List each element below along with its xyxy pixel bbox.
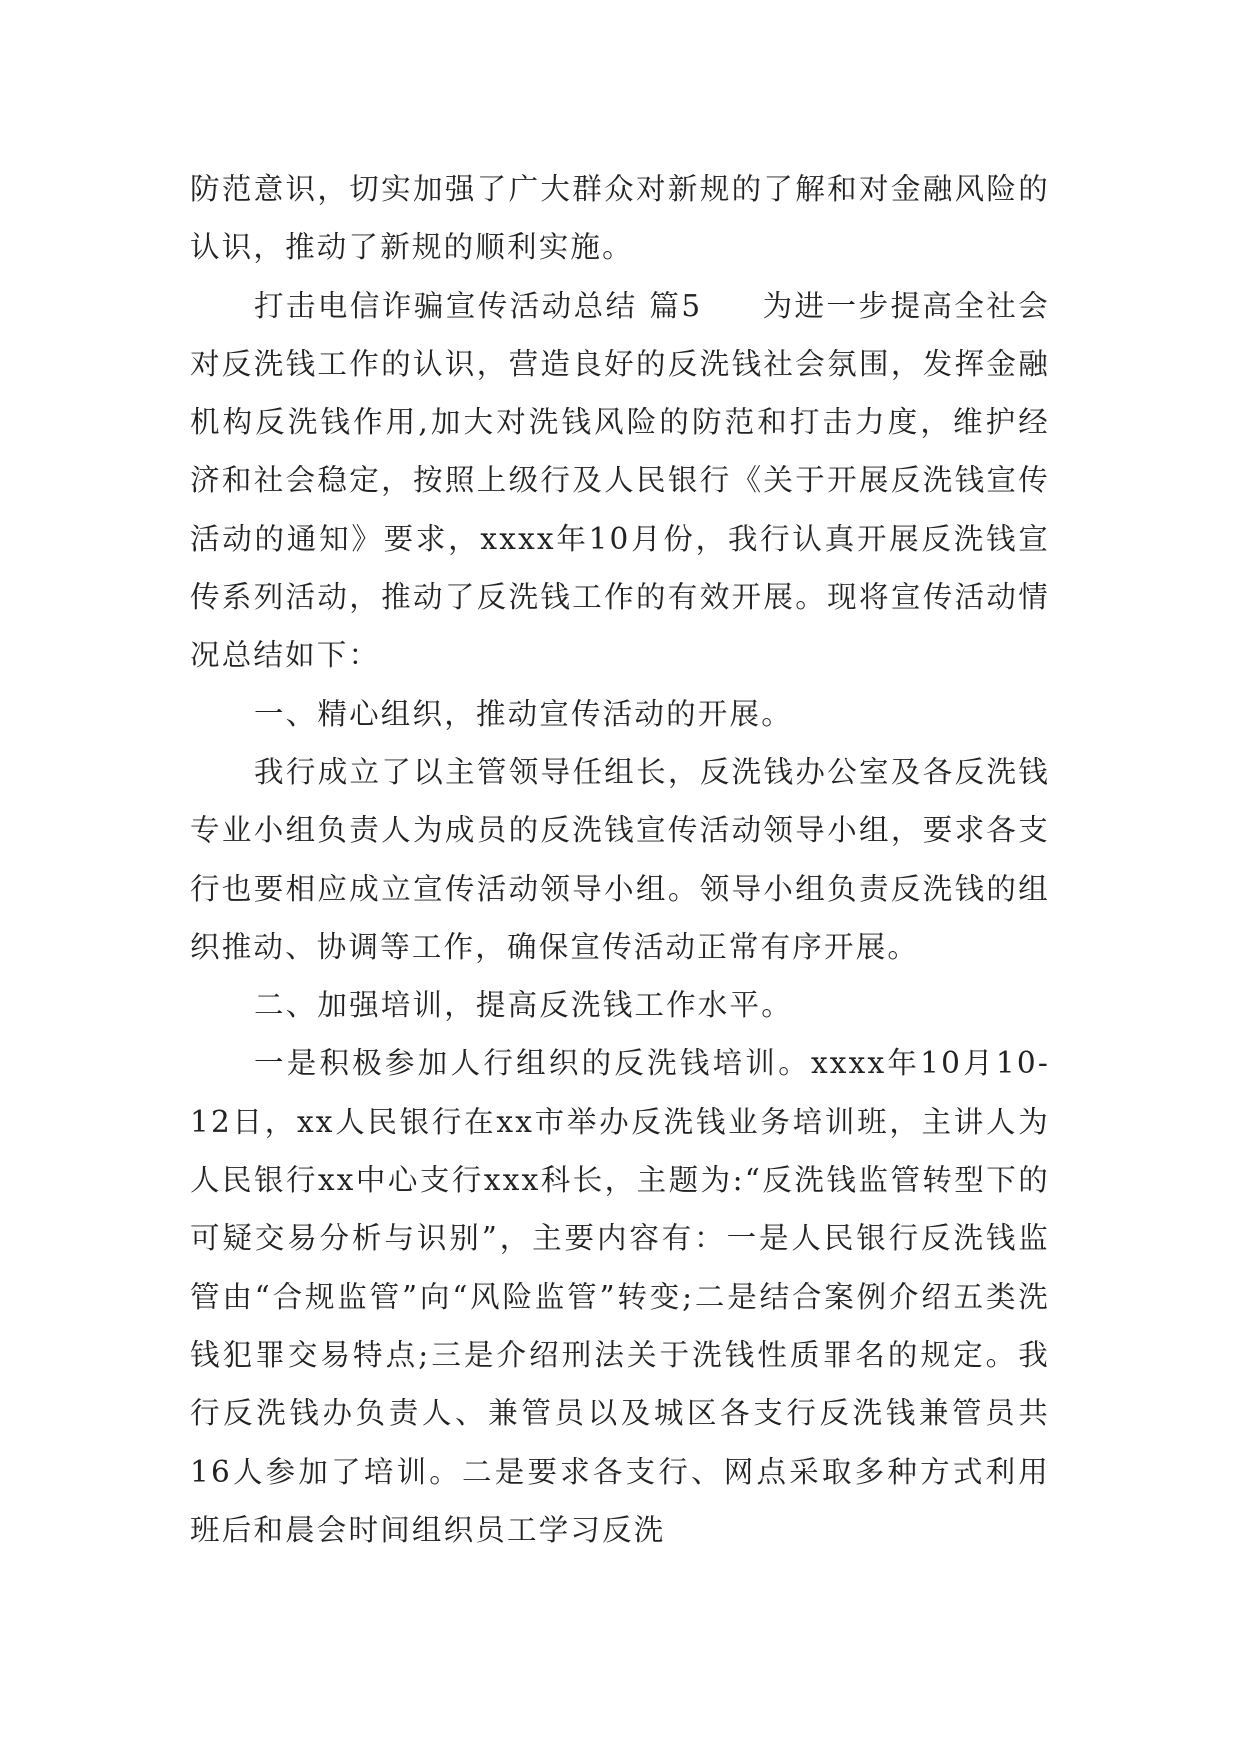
heading-organize: 一、精心组织，推动宣传活动的开展。 (254, 696, 793, 731)
paragraph-section-5 (190, 277, 1050, 685)
section-intro-text: 为进一步提高全社会对反洗钱工作的认识，营造良好的反洗钱社会氛围，发挥金融机构反洗钱作用,加大对洗钱风险的防范和打击力度，维护经济和社会稳定，按照上级行及人民银行《关于开展反洗钱宣传活动的通知》要求，xxxx年10月份，我行认真开展反洗钱宣传系列活动，推动了反洗钱工作的有效开展。现将宣传活动情况总结如下： (190, 288, 1050, 673)
paragraph-organize: 我行成立了以主管领导任组长，反洗钱办公室及各反洗钱专业小组负责人为成员的反洗钱宣传活动领导小组，要求各支行也要相应成立宣传活动领导小组。领导小组负责反洗钱的组织推动、协调等工作，确保宣传活动正常有序开展。 (190, 754, 1050, 964)
document-body (190, 160, 1050, 1559)
heading-training: 二、加强培训，提高反洗钱工作水平。 (254, 988, 793, 1023)
paragraph-continuation: 防范意识，切实加强了广大群众对新规的了解和对金融风险的认识，推动了新规的顺利实施。 (190, 172, 1050, 265)
section-title: 打击电信诈骗宣传活动总结 篇5 (254, 288, 703, 323)
paragraph-training: 一是积极参加人行组织的反洗钱培训。xxxx年10月10-12日，xx人民银行在xx市举办反洗钱业务培训班，主讲人为人民银行xx中心支行xxx科长，主题为:“反洗钱监管转型下的可疑交易分析与识别”，主要内容有：一是人民银行反洗钱监管由“合规监管”向“风险监管”转变;二是结合案例介绍五类洗钱犯罪交易特点;三是介绍刑法关于洗钱性质罪名的规定。我行反洗钱办负责人、兼管员以及城区各支行反洗钱兼管员共16人参加了培训。二是要求各支行、网点采取多种方式利用班后和晨会时间组织员工学习反洗 (190, 1046, 1050, 1547)
